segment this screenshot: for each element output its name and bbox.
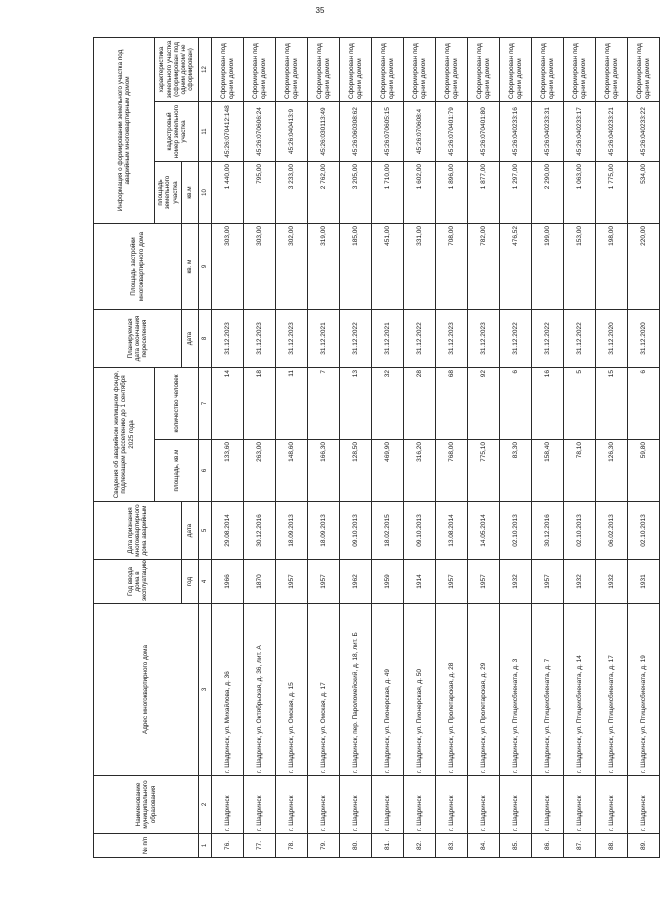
header-land-area: площадь земельного участка xyxy=(155,161,182,223)
address-cell: г. Шадринск, ул. Пионерская, д. 49 xyxy=(372,604,404,776)
header-land-info: Информация о формировании земельного участка под аварийным многоквартирным домом xyxy=(94,37,155,223)
row-number: 83. xyxy=(436,834,468,858)
row-number: 87. xyxy=(564,834,596,858)
land-area-cell: 534,00 xyxy=(628,161,660,223)
planned-date-cell: 31.12.2022 xyxy=(500,309,532,367)
recognition-date-cell: 02.10.2013 xyxy=(500,502,532,560)
table-row xyxy=(532,37,564,857)
table-row xyxy=(468,37,500,857)
land-area-cell: 1 602,00 xyxy=(404,161,436,223)
building-area-cell: 302,00 xyxy=(276,223,308,309)
column-number: 8 xyxy=(199,309,212,367)
building-area-cell: 220,00 xyxy=(628,223,660,309)
column-number: 4 xyxy=(199,560,212,604)
land-area-cell: 1 440,00 xyxy=(212,161,244,223)
row-number: 84. xyxy=(468,834,500,858)
municipality-cell: г. Шадринск xyxy=(468,776,500,834)
table-row xyxy=(212,37,244,857)
land-status-cell: Сформирован под одним домом xyxy=(276,37,308,101)
area-cell: 316,20 xyxy=(404,440,436,502)
planned-date-cell: 31.12.2023 xyxy=(244,309,276,367)
area-cell: 128,50 xyxy=(340,440,372,502)
table-row xyxy=(436,37,468,857)
page-number: 35 xyxy=(315,6,325,15)
row-number: 79. xyxy=(308,834,340,858)
planned-date-cell: 31.12.2020 xyxy=(628,309,660,367)
planned-date-cell: 31.12.2023 xyxy=(212,309,244,367)
planned-date-cell: 31.12.2023 xyxy=(436,309,468,367)
municipality-cell: г. Шадринск xyxy=(404,776,436,834)
municipality-cell: г. Шадринск xyxy=(340,776,372,834)
area-cell: 469,90 xyxy=(372,440,404,502)
planned-date-cell: 31.12.2023 xyxy=(468,309,500,367)
land-area-cell: 1 775,00 xyxy=(596,161,628,223)
people-count-cell: 14 xyxy=(212,367,244,439)
building-area-cell: 185,00 xyxy=(340,223,372,309)
header-people-count: количество человек xyxy=(155,367,199,439)
year-cell: 1966 xyxy=(212,560,244,604)
people-count-cell: 16 xyxy=(532,367,564,439)
land-area-cell: 1 297,00 xyxy=(500,161,532,223)
column-number-row xyxy=(199,37,212,857)
table-row xyxy=(404,37,436,857)
cadastral-cell: 45:26:070606:24 xyxy=(244,101,276,161)
year-cell: 1957 xyxy=(276,560,308,604)
column-number: 5 xyxy=(199,502,212,560)
people-count-cell: 18 xyxy=(244,367,276,439)
municipality-cell: г. Шадринск xyxy=(372,776,404,834)
year-cell: 1957 xyxy=(308,560,340,604)
planned-date-cell: 31.12.2022 xyxy=(404,309,436,367)
building-area-cell: 198,00 xyxy=(596,223,628,309)
address-cell: г. Шадринск, пер. Пароломейский, д. 18, лит. Б xyxy=(340,604,372,776)
area-cell: 133,60 xyxy=(212,440,244,502)
planned-date-cell: 31.12.2020 xyxy=(596,309,628,367)
people-count-cell: 68 xyxy=(436,367,468,439)
land-status-cell: Сформирован под одним домом xyxy=(404,37,436,101)
cadastral-cell: 45:26:040233:21 xyxy=(596,101,628,161)
rotated-table-sheet xyxy=(93,38,651,858)
area-cell: 148,60 xyxy=(276,440,308,502)
row-number: 85. xyxy=(500,834,532,858)
address-cell: г. Шадринск, ул. Пролетарская, д. 28 xyxy=(436,604,468,776)
cadastral-cell: 45:26:070401:79 xyxy=(436,101,468,161)
area-cell: 768,00 xyxy=(436,440,468,502)
municipality-cell: г. Шадринск xyxy=(276,776,308,834)
address-cell: г. Шадринск, ул. Пролетарская, д. 29 xyxy=(468,604,500,776)
land-status-cell: Сформирован под одним домом xyxy=(564,37,596,101)
table-body xyxy=(212,37,660,857)
planned-date-cell: 31.12.2021 xyxy=(308,309,340,367)
land-status-cell: Сформирован под одним домом xyxy=(532,37,564,101)
address-cell: г. Шадринск, ул. Птицеисбиената, д. 19 xyxy=(628,604,660,776)
cadastral-cell: 45:26:040233:17 xyxy=(564,101,596,161)
area-cell: 263,00 xyxy=(244,440,276,502)
municipality-cell: г. Шадринск xyxy=(532,776,564,834)
building-area-cell: 331,00 xyxy=(404,223,436,309)
land-status-cell: Сформирован под одним домом xyxy=(372,37,404,101)
recognition-date-cell: 02.10.2013 xyxy=(628,502,660,560)
municipality-cell: г. Шадринск xyxy=(308,776,340,834)
row-number: 89. xyxy=(628,834,660,858)
header-cadastral: кадастровый номер земельного участка xyxy=(155,101,199,161)
land-status-cell: Сформирован под одним домом xyxy=(468,37,500,101)
recognition-date-cell: 30.12.2016 xyxy=(532,502,564,560)
land-status-cell: Сформирован под одним домом xyxy=(244,37,276,101)
area-cell: 126,30 xyxy=(596,440,628,502)
year-cell: 1931 xyxy=(628,560,660,604)
year-cell: 1932 xyxy=(596,560,628,604)
land-area-cell: 1 877,00 xyxy=(468,161,500,223)
municipality-cell: г. Шадринск xyxy=(564,776,596,834)
address-cell: г. Шадринск, ул. Птицеисбиената, д. 14 xyxy=(564,604,596,776)
area-cell: 166,30 xyxy=(308,440,340,502)
municipality-cell: г. Шадринск xyxy=(500,776,532,834)
people-count-cell: 32 xyxy=(372,367,404,439)
year-cell: 1870 xyxy=(244,560,276,604)
column-number: 7 xyxy=(199,367,212,439)
year-cell: 1932 xyxy=(564,560,596,604)
people-count-cell: 6 xyxy=(500,367,532,439)
people-count-cell: 28 xyxy=(404,367,436,439)
cadastral-cell: 45:26:070412:148 xyxy=(212,101,244,161)
row-number: 86. xyxy=(532,834,564,858)
recognition-date-cell: 06.02.2013 xyxy=(596,502,628,560)
address-cell: г. Шадринск, ул. Птицеисбиената, д. 3 xyxy=(500,604,532,776)
column-number: 9 xyxy=(199,223,212,309)
address-cell: г. Шадринск, ул. Омская, д. 15 xyxy=(276,604,308,776)
land-area-cell: 795,00 xyxy=(244,161,276,223)
building-area-cell: 319,00 xyxy=(308,223,340,309)
unit-sqm: кв.м xyxy=(182,161,199,223)
address-cell: г. Шадринск, ул. Октябрьская, д. 36, лит. А xyxy=(244,604,276,776)
row-number: 77. xyxy=(244,834,276,858)
row-number: 76. xyxy=(212,834,244,858)
address-cell: г. Шадринск, ул. Птицеисбиената, д. 17 xyxy=(596,604,628,776)
year-cell: 1957 xyxy=(436,560,468,604)
land-area-cell: 3 233,00 xyxy=(276,161,308,223)
year-cell: 1957 xyxy=(532,560,564,604)
cadastral-cell: 45:26:030113:49 xyxy=(308,101,340,161)
land-status-cell: Сформирован под одним домом xyxy=(212,37,244,101)
recognition-date-cell: 29.08.2014 xyxy=(212,502,244,560)
table-row xyxy=(276,37,308,857)
building-area-cell: 303,00 xyxy=(244,223,276,309)
building-area-cell: 708,00 xyxy=(436,223,468,309)
municipality-cell: г. Шадринск xyxy=(436,776,468,834)
column-number: 1 xyxy=(199,834,212,858)
cadastral-cell: 45:26:070608:4 xyxy=(404,101,436,161)
planned-date-cell: 31.12.2021 xyxy=(372,309,404,367)
row-number: 81. xyxy=(372,834,404,858)
header-year: Год ввода дома в эксплуатацию xyxy=(94,560,182,604)
row-number: 80. xyxy=(340,834,372,858)
column-number: 12 xyxy=(199,37,212,101)
municipality-cell: г. Шадринск xyxy=(628,776,660,834)
building-area-cell: 782,00 xyxy=(468,223,500,309)
table-row xyxy=(308,37,340,857)
land-status-cell: Сформирован под одним домом xyxy=(340,37,372,101)
planned-date-cell: 31.12.2023 xyxy=(276,309,308,367)
building-area-cell: 476,52 xyxy=(500,223,532,309)
address-cell: г. Шадринск, ул. Птицеисбиената, д. 7 xyxy=(532,604,564,776)
land-area-cell: 1 896,00 xyxy=(436,161,468,223)
recognition-date-cell: 09.10.2013 xyxy=(404,502,436,560)
address-cell: г. Шадринск, ул. Омская, д. 17 xyxy=(308,604,340,776)
people-count-cell: 15 xyxy=(596,367,628,439)
planned-date-cell: 31.12.2022 xyxy=(564,309,596,367)
year-cell: 1962 xyxy=(340,560,372,604)
header-planned-date: Планируемая дата окончания переселения xyxy=(94,309,182,367)
year-cell: 1914 xyxy=(404,560,436,604)
land-area-cell: 3 205,00 xyxy=(340,161,372,223)
row-number: 82. xyxy=(404,834,436,858)
land-status-cell: Сформирован под одним домом xyxy=(500,37,532,101)
recognition-date-cell: 18.09.2013 xyxy=(276,502,308,560)
header-address: Адрес многоквартирного дома xyxy=(94,604,199,776)
people-count-cell: 92 xyxy=(468,367,500,439)
cadastral-cell: 45:26:040233:31 xyxy=(532,101,564,161)
column-number: 11 xyxy=(199,101,212,161)
people-count-cell: 13 xyxy=(340,367,372,439)
municipality-cell: г. Шадринск xyxy=(244,776,276,834)
unit-date: дата xyxy=(182,502,199,560)
header-building-area: Площадь застройки многоквартирного дома xyxy=(94,223,182,309)
column-number: 3 xyxy=(199,604,212,776)
cadastral-cell: 45:26:070605:15 xyxy=(372,101,404,161)
land-area-cell: 1 710,00 xyxy=(372,161,404,223)
table-row xyxy=(340,37,372,857)
column-number: 2 xyxy=(199,776,212,834)
building-area-cell: 199,00 xyxy=(532,223,564,309)
cadastral-cell: 45:26:040233:22 xyxy=(628,101,660,161)
building-area-cell: 153,00 xyxy=(564,223,596,309)
land-area-cell: 2 290,00 xyxy=(532,161,564,223)
cadastral-cell: 45:26:040233:16 xyxy=(500,101,532,161)
recognition-date-cell: 09.10.2013 xyxy=(340,502,372,560)
planned-date-cell: 31.12.2022 xyxy=(532,309,564,367)
table-row xyxy=(628,37,660,857)
address-cell: г. Шадринск, ул. Михайлова, д. 36 xyxy=(212,604,244,776)
people-count-cell: 11 xyxy=(276,367,308,439)
cadastral-cell: 45:26:060308:62 xyxy=(340,101,372,161)
land-status-cell: Сформирован под одним домом xyxy=(308,37,340,101)
unit-date: дата xyxy=(182,309,199,367)
area-cell: 59,80 xyxy=(628,440,660,502)
header-land-status: характеристика земельного участка (сформирован под одним домом/ не сформирован) xyxy=(155,37,199,101)
municipality-cell: г. Шадринск xyxy=(212,776,244,834)
land-status-cell: Сформирован под одним домом xyxy=(436,37,468,101)
table-row xyxy=(500,37,532,857)
area-cell: 83,30 xyxy=(500,440,532,502)
table-row xyxy=(596,37,628,857)
area-cell: 78,10 xyxy=(564,440,596,502)
people-count-cell: 6 xyxy=(628,367,660,439)
table-row xyxy=(372,37,404,857)
header-recognition-date: Дата признания многоквартирного дома аварийным xyxy=(94,502,182,560)
emergency-housing-table xyxy=(93,37,660,858)
area-cell: 158,40 xyxy=(532,440,564,502)
column-number: 6 xyxy=(199,440,212,502)
land-area-cell: 2 762,00 xyxy=(308,161,340,223)
table-row xyxy=(564,37,596,857)
building-area-cell: 451,00 xyxy=(372,223,404,309)
table-row xyxy=(244,37,276,857)
header-no: № п/п xyxy=(94,834,199,858)
planned-date-cell: 31.12.2022 xyxy=(340,309,372,367)
building-area-cell: 303,00 xyxy=(212,223,244,309)
header-municipality: Наименование муниципального образования xyxy=(94,776,199,834)
land-status-cell: Сформирован под одним домом xyxy=(596,37,628,101)
land-status-cell: Сформирован под одним домом xyxy=(628,37,660,101)
year-cell: 1957 xyxy=(468,560,500,604)
header-area-sqm: площадь, кв.м xyxy=(155,440,199,502)
row-number: 78. xyxy=(276,834,308,858)
land-area-cell: 1 063,00 xyxy=(564,161,596,223)
area-cell: 775,10 xyxy=(468,440,500,502)
year-cell: 1959 xyxy=(372,560,404,604)
header-housing-fund: Сведения об аварийном жилищном фонде, подлежащем расселению до 1 сентября 2025 года xyxy=(94,367,155,501)
people-count-cell: 5 xyxy=(564,367,596,439)
unit-year: год xyxy=(182,560,199,604)
column-number: 10 xyxy=(199,161,212,223)
recognition-date-cell: 30.12.2016 xyxy=(244,502,276,560)
recognition-date-cell: 13.08.2014 xyxy=(436,502,468,560)
recognition-date-cell: 02.10.2013 xyxy=(564,502,596,560)
recognition-date-cell: 18.09.2013 xyxy=(308,502,340,560)
address-cell: г. Шадринск, ул. Пионерская, д. 50 xyxy=(404,604,436,776)
recognition-date-cell: 18.02.2015 xyxy=(372,502,404,560)
cadastral-cell: 45:26:040413:9 xyxy=(276,101,308,161)
year-cell: 1932 xyxy=(500,560,532,604)
row-number: 88. xyxy=(596,834,628,858)
unit-sqm: кв. м xyxy=(182,223,199,309)
cadastral-cell: 45:26:070401:80 xyxy=(468,101,500,161)
municipality-cell: г. Шадринск xyxy=(596,776,628,834)
people-count-cell: 7 xyxy=(308,367,340,439)
recognition-date-cell: 14.05.2014 xyxy=(468,502,500,560)
